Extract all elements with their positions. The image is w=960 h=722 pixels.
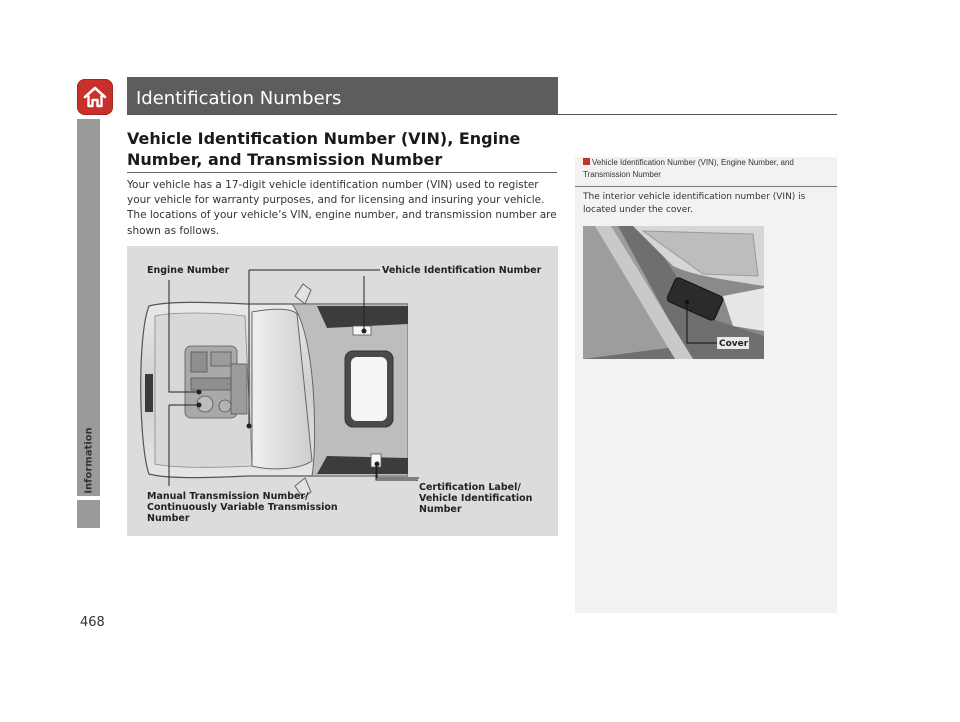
cover-photo-illustration: [583, 226, 764, 359]
certification-label: [419, 482, 532, 515]
side-note-title-text: Vehicle Identification Number (VIN), Engine Number, and Transmission Number: [583, 158, 794, 179]
home-button[interactable]: [77, 79, 113, 115]
chapter-title: Identification Numbers: [136, 88, 342, 109]
engine-number-label: Engine Number: [147, 265, 230, 276]
side-note-text: The interior vehicle identification number (VIN) is located under the cover.: [583, 192, 806, 215]
transmission-number-label: [147, 491, 338, 524]
vin-cover-photo: [583, 226, 764, 359]
side-note-rule: [575, 186, 837, 187]
vin-label: Vehicle Identification Number: [382, 265, 542, 276]
heading-rule: [127, 172, 557, 173]
body-paragraph: The locations of your vehicle’s VIN, engine number, and transmission number are shown as follows.: [127, 209, 557, 237]
transmission-label-line: Continuously Variable Transmission: [147, 502, 338, 513]
certification-label-line: Certification Label/: [419, 482, 521, 493]
section-label-text: Information: [83, 426, 95, 494]
body-paragraph: Your vehicle has a 17-digit vehicle identification number (VIN) used to register your vehicle for warranty purposes, and for licensing and insuring your vehicle.: [127, 179, 545, 207]
home-icon: [81, 83, 109, 111]
section-heading: Vehicle Identification Number (VIN), Engine Number, and Transmission Number: [127, 129, 521, 169]
side-note-title: [583, 157, 831, 181]
header-rule: [127, 114, 837, 115]
body-text: [127, 178, 559, 239]
sidebar-tab-active[interactable]: [77, 500, 100, 528]
vin-location-diagram: [127, 246, 558, 536]
note-marker-icon: [583, 158, 590, 165]
certification-label-line: Vehicle Identification: [419, 493, 533, 504]
transmission-label-line: Number: [147, 513, 190, 524]
page-number: 468: [80, 615, 105, 630]
sidebar-section-label: [80, 420, 98, 500]
certification-label-line: Number: [419, 504, 462, 515]
transmission-label-line: Manual Transmission Number/: [147, 491, 309, 502]
cover-label: Cover: [719, 339, 749, 349]
